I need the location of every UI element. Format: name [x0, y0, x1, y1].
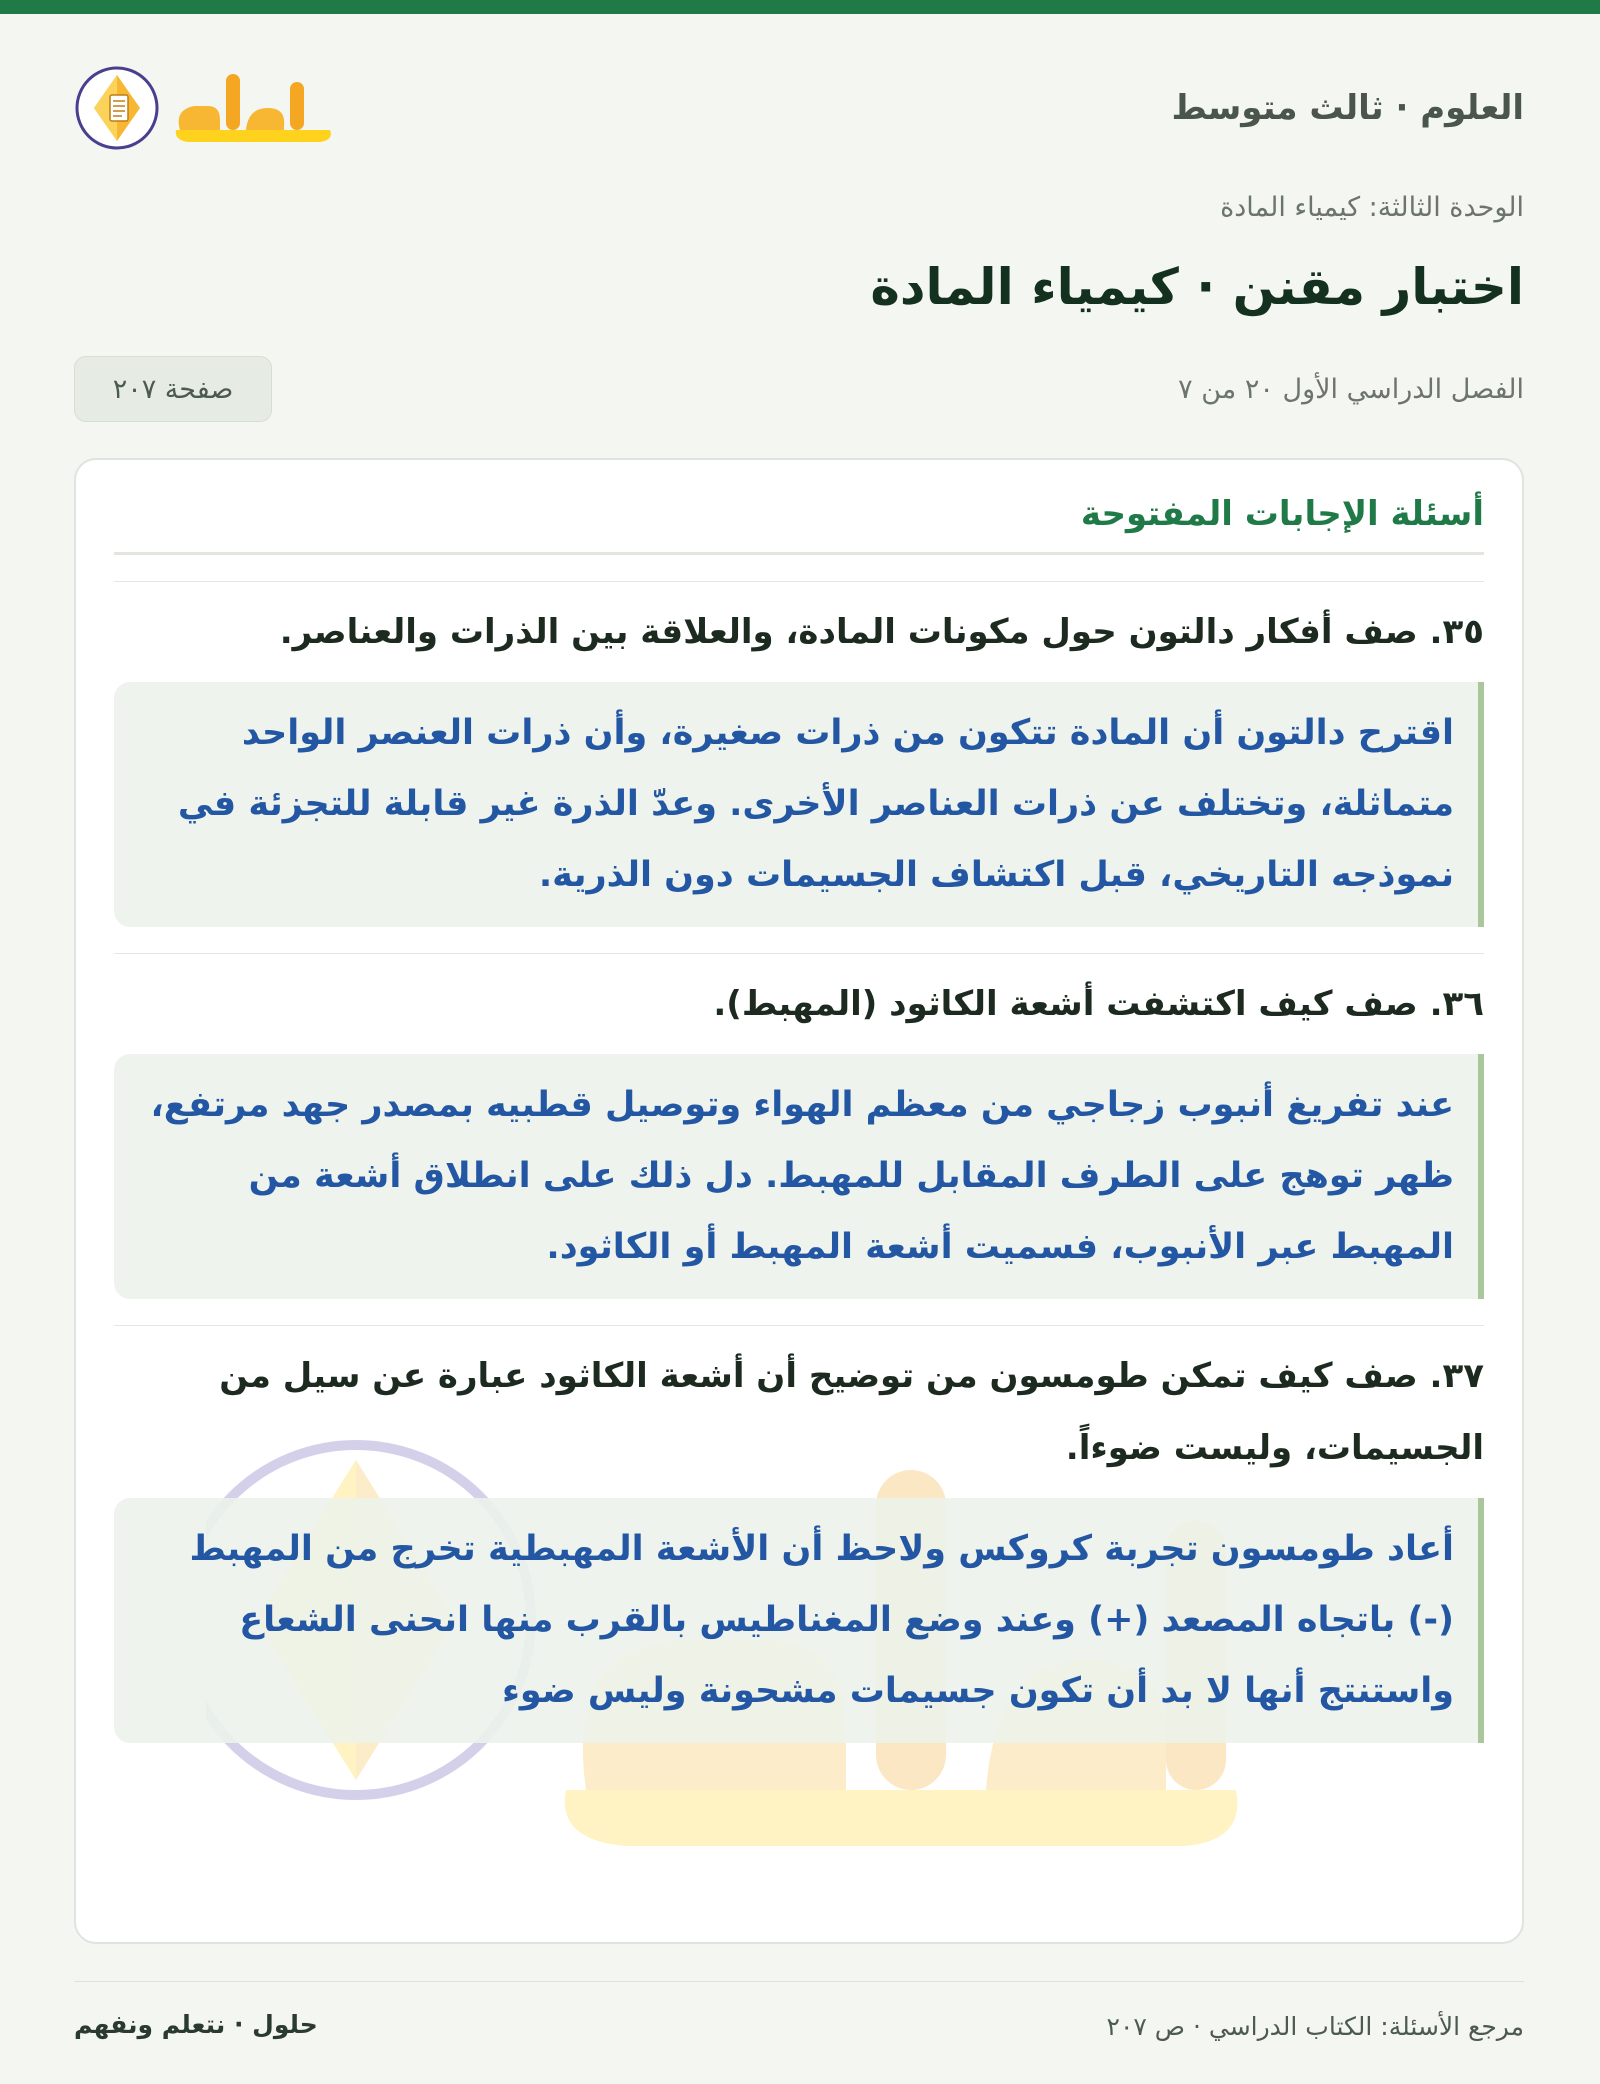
footer-divider — [74, 1981, 1524, 1982]
question-block-37 — [114, 1325, 1484, 1743]
answer-box: اقترح دالتون أن المادة تتكون من ذرات صغيرة، وأن ذرات العنصر الواحد متماثلة، وتختلف عن ذرات العناصر الأخرى. وعدّ الذرة غير قابلة للتجزئة في نموذجه التاريخي، قبل اكتشاف الجسيمات دون الذرية. — [114, 682, 1484, 927]
top-accent-bar — [0, 0, 1600, 14]
open-answer-card — [74, 458, 1524, 1944]
footer-brand: حلول · نتعلم ونفهم — [74, 2010, 318, 2039]
page-title: اختبار مقنن · كيمياء المادة — [870, 258, 1524, 316]
question-text: ٣٧. صف كيف تمكن طومسون من توضيح أن أشعة الكاثود عبارة عن سيل من الجسيمات، وليست ضوءاً. — [219, 1356, 1484, 1468]
question-divider — [114, 1325, 1484, 1326]
brand-logo[interactable] — [74, 60, 338, 156]
book-diamond-emblem-icon — [74, 65, 160, 151]
logo-wordmark-graphic — [168, 60, 338, 156]
subject-grade-label: العلوم · ثالث متوسط — [1171, 88, 1524, 128]
page-number-chip[interactable]: صفحة ٢٠٧ — [74, 356, 272, 422]
footer-reference: مرجع الأسئلة: الكتاب الدراسي · ص ٢٠٧ — [1106, 2012, 1524, 2041]
question-block-36 — [114, 953, 1484, 1299]
unit-label: الوحدة الثالثة: كيمياء المادة — [1220, 192, 1524, 223]
question-divider — [114, 581, 1484, 582]
answer-box: أعاد طومسون تجربة كروكس ولاحظ أن الأشعة المهبطية تخرج من المهبط (-) باتجاه المصعد (+) وعند وضع المغناطيس بالقرب منها انحنى الشعاع واستنتج أنها لا بد أن تكون جسيمات مشحونة وليس ضوء — [114, 1498, 1484, 1743]
card-content — [76, 460, 1522, 1942]
question-block-35 — [114, 581, 1484, 927]
logo-wordmark — [168, 60, 338, 156]
section-title: أسئلة الإجابات المفتوحة — [114, 494, 1484, 555]
semester-label: الفصل الدراسي الأول ٢٠ من ٧ — [1178, 374, 1524, 405]
page-header — [74, 48, 1524, 168]
question-text: ٣٦. صف كيف اكتشفت أشعة الكاثود (المهبط). — [713, 984, 1484, 1024]
answer-box: عند تفريغ أنبوب زجاجي من معظم الهواء وتوصيل قطبيه بمصدر جهد مرتفع، ظهر توهج على الطرف المقابل للمهبط. دل ذلك على انطلاق أشعة من المهبط عبر الأنبوب، فسميت أشعة المهبط أو الكاثود. — [114, 1054, 1484, 1299]
question-divider — [114, 953, 1484, 954]
question-text: ٣٥. صف أفكار دالتون حول مكونات المادة، والعلاقة بين الذرات والعناصر. — [279, 612, 1484, 652]
